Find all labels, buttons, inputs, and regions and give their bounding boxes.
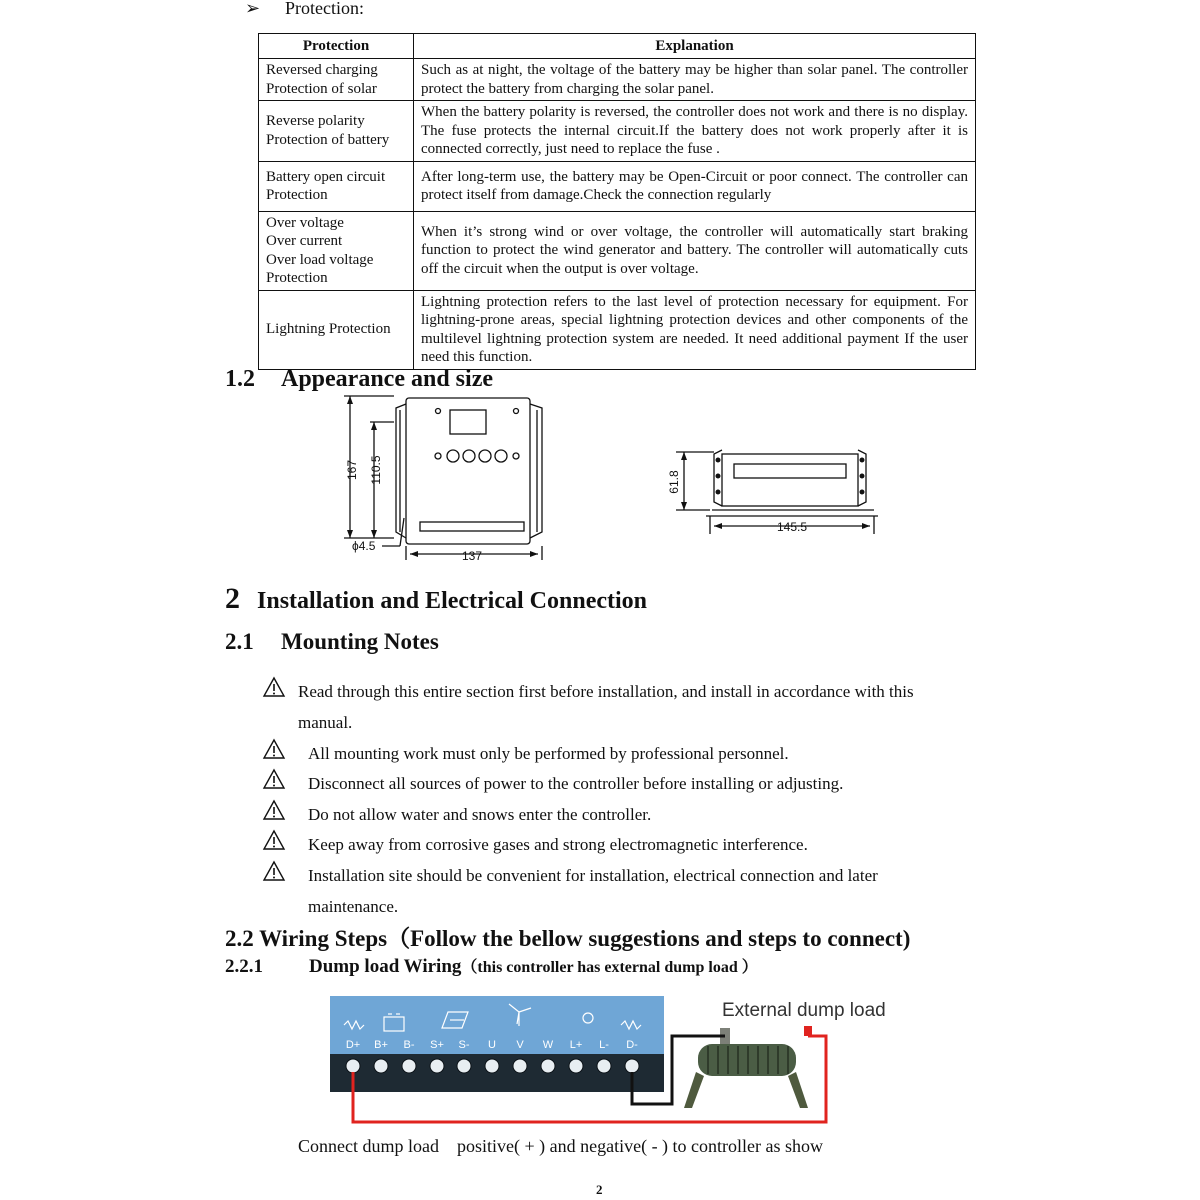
dim-length: 145.5 <box>776 520 808 534</box>
terminal-label: W <box>542 1039 554 1051</box>
warning-icon <box>262 829 298 861</box>
protection-heading <box>245 0 364 19</box>
table-row <box>259 59 976 101</box>
controller-side-body <box>722 454 858 506</box>
dim-hole: ϕ4.5 <box>352 539 376 553</box>
display-screen <box>450 410 486 434</box>
page-number: 2 <box>596 1182 603 1197</box>
section-heading-2-2-1: 2.2.1 Dump load Wiring（this controller has external dump load ） <box>225 956 758 977</box>
right-fin <box>530 404 542 538</box>
external-dump-load-label: External dump load <box>722 1000 886 1021</box>
mounting-note: Disconnect all sources of power to the controller before installing or adjusting. <box>262 768 982 800</box>
warning-icon <box>262 768 298 800</box>
table-row <box>259 161 976 211</box>
protection-cell: Battery open circuit Protection <box>259 161 414 211</box>
section-heading-2-2: 2.2 Wiring Steps（Follow the bellow suggestions and steps to connect) <box>225 926 911 951</box>
wiring-diagram <box>326 992 906 1132</box>
table-row <box>259 101 976 162</box>
dim-height-total: 167 <box>345 459 359 481</box>
dim-depth: 61.8 <box>667 470 681 494</box>
dim-width: 137 <box>461 549 483 563</box>
bullet-arrow-icon: ➢ <box>245 0 261 18</box>
explanation-cell: Lightning protection refers to the last level of protection necessary for equipment. For lightning-prone areas, special lightning protection devices and other components of the multilevel lightning protection system are needed. It need additional payment If the user need this function. <box>414 290 976 369</box>
protection-cell: Reversed charging Protection of solar <box>259 59 414 101</box>
terminal-label: S- <box>458 1039 470 1051</box>
terminal-label: L+ <box>569 1039 583 1051</box>
terminal-label: U <box>488 1039 496 1051</box>
explanation-cell: After long-term use, the battery may be Open-Circuit or poor connect. The controller can protect itself from damage.Check the connection regularly <box>414 161 976 211</box>
protection-table <box>258 33 976 370</box>
protection-cell: Over voltage Over current Over load voltage Protection <box>259 211 414 290</box>
wiring-caption: Connect dump load positive( + ) and negative( - ) to controller as show <box>298 1136 824 1156</box>
protection-heading-label: Protection: <box>285 0 364 18</box>
table-row <box>259 290 976 369</box>
terminal-label: D- <box>626 1039 638 1051</box>
warning-icon <box>262 738 298 770</box>
section-heading-1-2: 1.2 Appearance and size <box>225 366 493 392</box>
terminal-label: V <box>516 1039 524 1051</box>
terminal-label: B+ <box>374 1039 388 1051</box>
protection-cell: Reverse polarity Protection of battery <box>259 101 414 162</box>
section-heading-2: 2 Installation and Electrical Connection <box>225 582 648 615</box>
terminal-label: L- <box>599 1039 609 1051</box>
table-header-explanation: Explanation <box>414 34 976 59</box>
dump-load-resistor <box>684 1026 812 1108</box>
explanation-cell: Such as at night, the voltage of the battery may be higher than solar panel. The controller protect the battery from charging the solar panel. <box>414 59 976 101</box>
mounting-note: Read through this entire section first before installation, and install in accordance with this manual. <box>262 676 982 738</box>
mounting-note: All mounting work must only be performed by professional personnel. <box>262 738 982 770</box>
terminal-label: B- <box>403 1039 415 1051</box>
mounting-note: Do not allow water and snows enter the controller. <box>262 799 982 831</box>
dimension-drawing <box>330 392 890 568</box>
left-fin <box>396 404 406 538</box>
explanation-cell: When the battery polarity is reversed, the controller does not work and there is no display. The fuse protects the internal circuit.If the battery does not work properly after it is connected correctly, just need to replace the fuse . <box>414 101 976 162</box>
warning-icon <box>262 799 298 831</box>
mounting-note: Installation site should be convenient for installation, electrical connection and later maintenance. <box>262 860 982 922</box>
explanation-cell: When it’s strong wind or over voltage, the controller will automatically start braking function to protect the wind generator and battery. The controller will automatically cuts off the circuit when the output is over voltage. <box>414 211 976 290</box>
terminal-label: S+ <box>430 1039 444 1051</box>
table-row <box>259 211 976 290</box>
dim-height-inner: 110.5 <box>369 455 383 485</box>
warning-icon <box>262 860 298 892</box>
mounting-note: Keep away from corrosive gases and strong electromagnetic interference. <box>262 829 982 861</box>
section-heading-2-1: 2.1 Mounting Notes <box>225 629 439 654</box>
protection-cell: Lightning Protection <box>259 290 414 369</box>
table-header-protection: Protection <box>259 34 414 59</box>
terminal-label: D+ <box>345 1039 361 1051</box>
warning-icon <box>262 676 298 708</box>
terminal-strip <box>420 522 524 531</box>
